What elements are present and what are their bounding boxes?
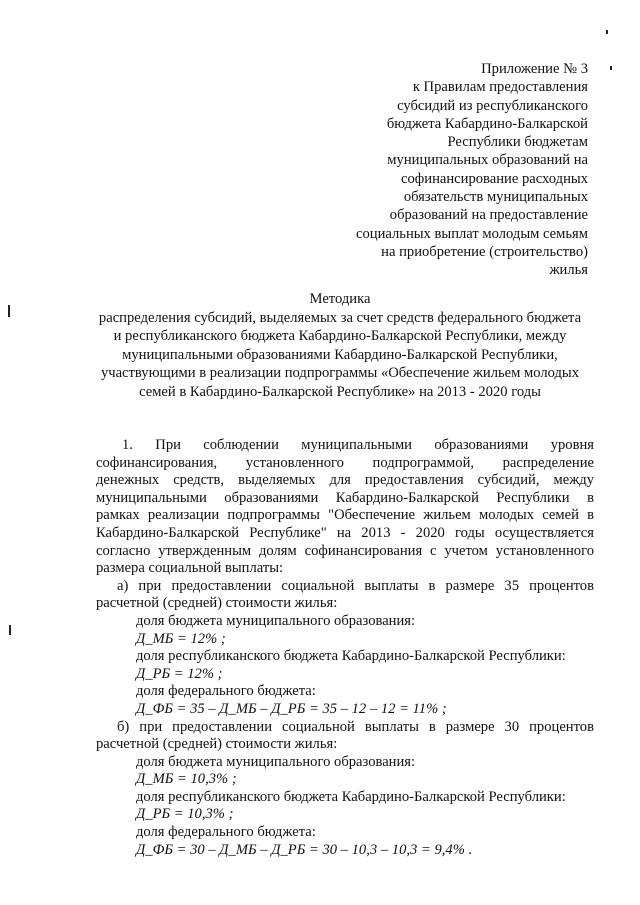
appendix-line: Приложение № 3 (481, 61, 588, 77)
appendix-header (288, 60, 588, 280)
paragraph-line: софинансирования, установленного подпрограммой, распределение (96, 454, 594, 471)
appendix-line: на приобретение (строительство) (381, 243, 588, 260)
case-b-muni-formula: Д_МБ = 10,3% ; (136, 771, 237, 788)
scan-mark-right (610, 66, 612, 70)
scan-mark-left-1 (8, 305, 10, 317)
case-b-line: б) при предоставлении социальной выплаты в размере 30 процентов (117, 718, 594, 735)
title-line: семей в Кабардино-Балкарской Республике» на 2013 - 2020 годы (139, 383, 541, 400)
case-b-fed-formula: Д_ФБ = 30 – Д_МБ – Д_РБ = 30 – 10,3 – 10,3 = 9,4% . (136, 841, 473, 858)
appendix-line: жилья (549, 262, 588, 279)
paragraph-line: согласно утвержденным долям софинансирования с учетом установленного (96, 542, 594, 559)
title-line: и республиканского бюджета Кабардино-Балкарской Республики, между (113, 328, 567, 345)
paragraph-line: муниципальными образованиями Кабардино-Балкарской Республики в (96, 489, 594, 506)
appendix-line: субсидий из республиканского (397, 97, 588, 114)
title-line: муниципальными образованиями Кабардино-Балкарской Республики, (122, 346, 558, 363)
appendix-line: обязательств муниципальных (403, 189, 588, 206)
appendix-line: образований на предоставление (389, 207, 588, 224)
scan-mark-left-2 (9, 625, 11, 635)
paragraph-line: Кабардино-Балкарской Республике" на 2013 - 2020 годы осуществляется (96, 524, 594, 541)
case-b-fed-label: доля федерального бюджета: (136, 824, 316, 841)
paragraph-line: денежных средств, выделяемых для предоставления субсидий, между (96, 472, 594, 489)
appendix-line: Республики бюджетам (447, 134, 588, 151)
appendix-line: бюджета Кабардино-Балкарской (386, 115, 588, 132)
case-a-fed-label: доля федерального бюджета: (136, 683, 316, 700)
case-a-line: а) при предоставлении социальной выплаты в размере 35 процентов (117, 577, 594, 594)
case-b-rep-label: доля республиканского бюджета Кабардино-Балкарской Республики: (136, 788, 566, 805)
case-a-muni-label: доля бюджета муниципального образования: (136, 612, 416, 629)
case-a-fed-formula: Д_ФБ = 35 – Д_МБ – Д_РБ = 35 – 12 – 12 = 11% ; (136, 700, 447, 717)
appendix-line: софинансирование расходных (401, 170, 588, 187)
scan-mark-top-right (606, 30, 608, 34)
case-a-muni-formula: Д_МБ = 12% ; (136, 630, 226, 647)
appendix-line: к Правилам предоставления (412, 79, 588, 96)
document-title (80, 290, 600, 402)
case-a-rep-label: доля республиканского бюджета Кабардино-Балкарской Республики: (136, 648, 566, 665)
paragraph-line: 1. При соблюдении муниципальными образованиями уровня (122, 437, 594, 453)
paragraph-line: рамках реализации подпрограммы "Обеспечение жильем молодых семей в (96, 507, 594, 524)
case-b-rep-formula: Д_РБ = 10,3% ; (136, 806, 234, 823)
document-body (96, 437, 594, 859)
case-a-line: расчетной (средней) стоимости жилья: (96, 595, 338, 612)
case-b-muni-label: доля бюджета муниципального образования: (136, 753, 416, 770)
title-line: участвующими в реализации подпрограммы «Обеспечение жильем молодых (100, 365, 580, 382)
title-heading: Методика (309, 291, 371, 307)
paragraph-line: размера социальной выплаты: (96, 560, 284, 577)
appendix-line: муниципальных образований на (387, 152, 588, 169)
case-a-rep-formula: Д_РБ = 12% ; (136, 665, 223, 682)
case-b-line: расчетной (средней) стоимости жилья: (96, 736, 338, 753)
title-line: распределения субсидий, выделяемых за счет средств федерального бюджета (98, 309, 582, 326)
appendix-line: социальных выплат молодым семьям (356, 225, 588, 242)
